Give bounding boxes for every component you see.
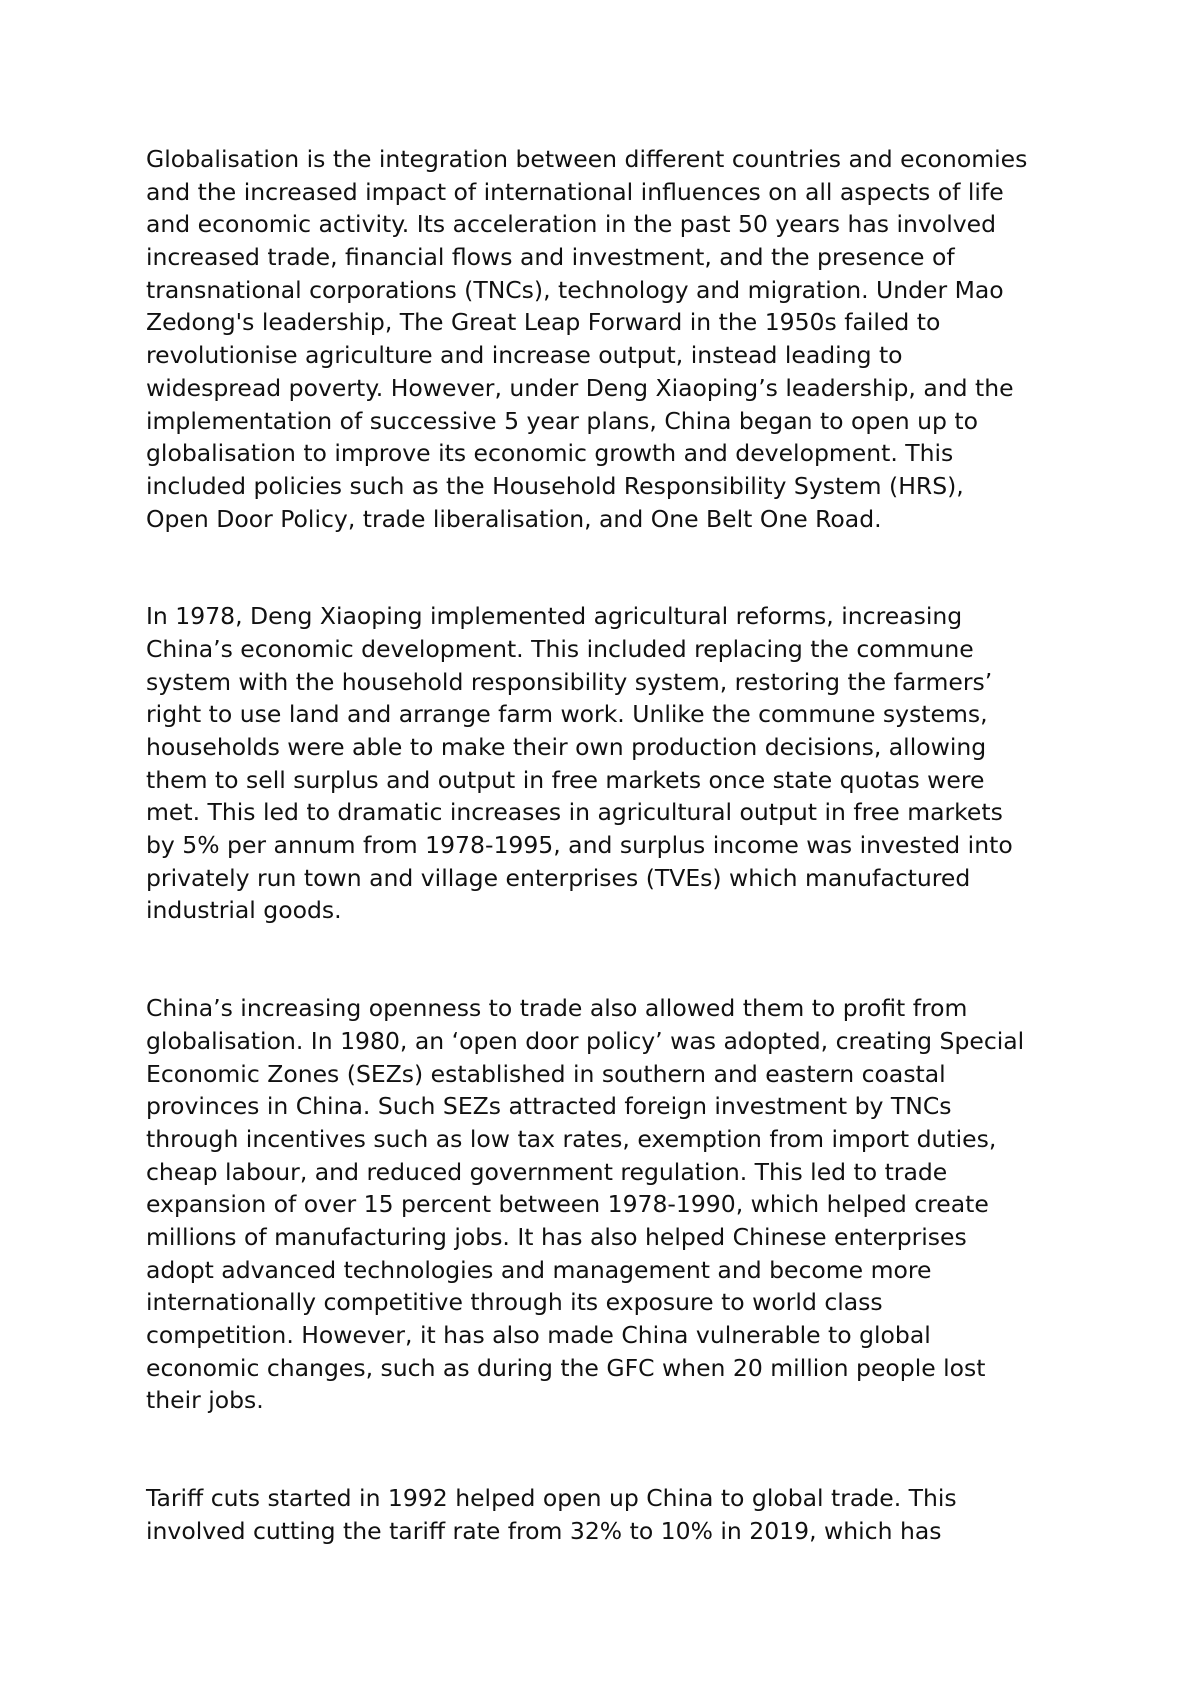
text-line: millions of manufacturing jobs. It has also helped Chinese enterprises	[146, 1222, 967, 1251]
text-line: globalisation. In 1980, an ‘open door policy’ was adopted, creating Special	[146, 1026, 1025, 1055]
paragraph-agricultural-reforms	[146, 600, 1076, 927]
text-line: China’s economic development. This included replacing the commune	[146, 634, 974, 663]
text-line: their jobs.	[146, 1386, 264, 1415]
text-line: adopt advanced technologies and management and become more	[146, 1255, 932, 1284]
text-line: economic changes, such as during the GFC when 20 million people lost	[146, 1353, 986, 1382]
text-line: In 1978, Deng Xiaoping implemented agricultural reforms, increasing	[146, 602, 963, 631]
text-line: Open Door Policy, trade liberalisation, and One Belt One Road.	[146, 504, 882, 533]
text-line: Globalisation is the integration between different countries and economies	[146, 145, 1028, 173]
text-line: and economic activity. Its acceleration in the past 50 years has involved	[146, 210, 997, 239]
text-line: through incentives such as low tax rates, exemption from import duties,	[146, 1124, 997, 1153]
text-line: involved cutting the tariff rate from 32% to 10% in 2019, which has	[146, 1516, 942, 1545]
text-line: globalisation to improve its economic growth and development. This	[146, 439, 954, 468]
text-line: Tariff cuts started in 1992 helped open up China to global trade. This	[146, 1484, 957, 1513]
text-line: included policies such as the Household Responsibility System (HRS),	[146, 471, 964, 500]
text-line: widespread poverty. However, under Deng Xiaoping’s leadership, and the	[146, 373, 1014, 402]
text-line: expansion of over 15 percent between 1978-1990, which helped create	[146, 1190, 989, 1219]
text-line: privately run town and village enterprises (TVEs) which manufactured	[146, 863, 971, 892]
text-line: right to use land and arrange farm work. Unlike the commune systems,	[146, 700, 988, 729]
text-line: increased trade, financial flows and investment, and the presence of	[146, 243, 955, 272]
text-line: them to sell surplus and output in free markets once state quotas were	[146, 765, 985, 794]
text-line: provinces in China. Such SEZs attracted foreign investment by TNCs	[146, 1092, 952, 1121]
text-line: implementation of successive 5 year plans, China began to open up to	[146, 406, 979, 435]
text-line: Economic Zones (SEZs) established in southern and eastern coastal	[146, 1059, 946, 1088]
text-line: competition. However, it has also made China vulnerable to global	[146, 1321, 931, 1349]
text-line: industrial goods.	[146, 896, 342, 925]
paragraph-globalisation	[146, 143, 1076, 535]
text-line: and the increased impact of international influences on all aspects of life	[146, 177, 1004, 206]
text-line: revolutionise agriculture and increase output, instead leading to	[146, 341, 903, 370]
text-line: met. This led to dramatic increases in agricultural output in free markets	[146, 798, 1003, 827]
text-line: internationally competitive through its exposure to world class	[146, 1288, 883, 1317]
text-line: cheap labour, and reduced government regulation. This led to trade	[146, 1157, 948, 1186]
text-line: China’s increasing openness to trade also allowed them to profit from	[146, 994, 968, 1023]
text-line: Zedong's leadership, The Great Leap Forward in the 1950s failed to	[146, 308, 941, 337]
text-line: by 5% per annum from 1978-1995, and surplus income was invested into	[146, 831, 1013, 860]
document-body	[146, 143, 1076, 1547]
paragraph-tariff-cuts	[146, 1482, 1076, 1547]
paragraph-open-door-policy	[146, 992, 1076, 1417]
text-line: transnational corporations (TNCs), technology and migration. Under Mao	[146, 275, 1004, 304]
text-line: households were able to make their own production decisions, allowing	[146, 733, 987, 761]
text-line: system with the household responsibility system, restoring the farmers’	[146, 667, 993, 696]
